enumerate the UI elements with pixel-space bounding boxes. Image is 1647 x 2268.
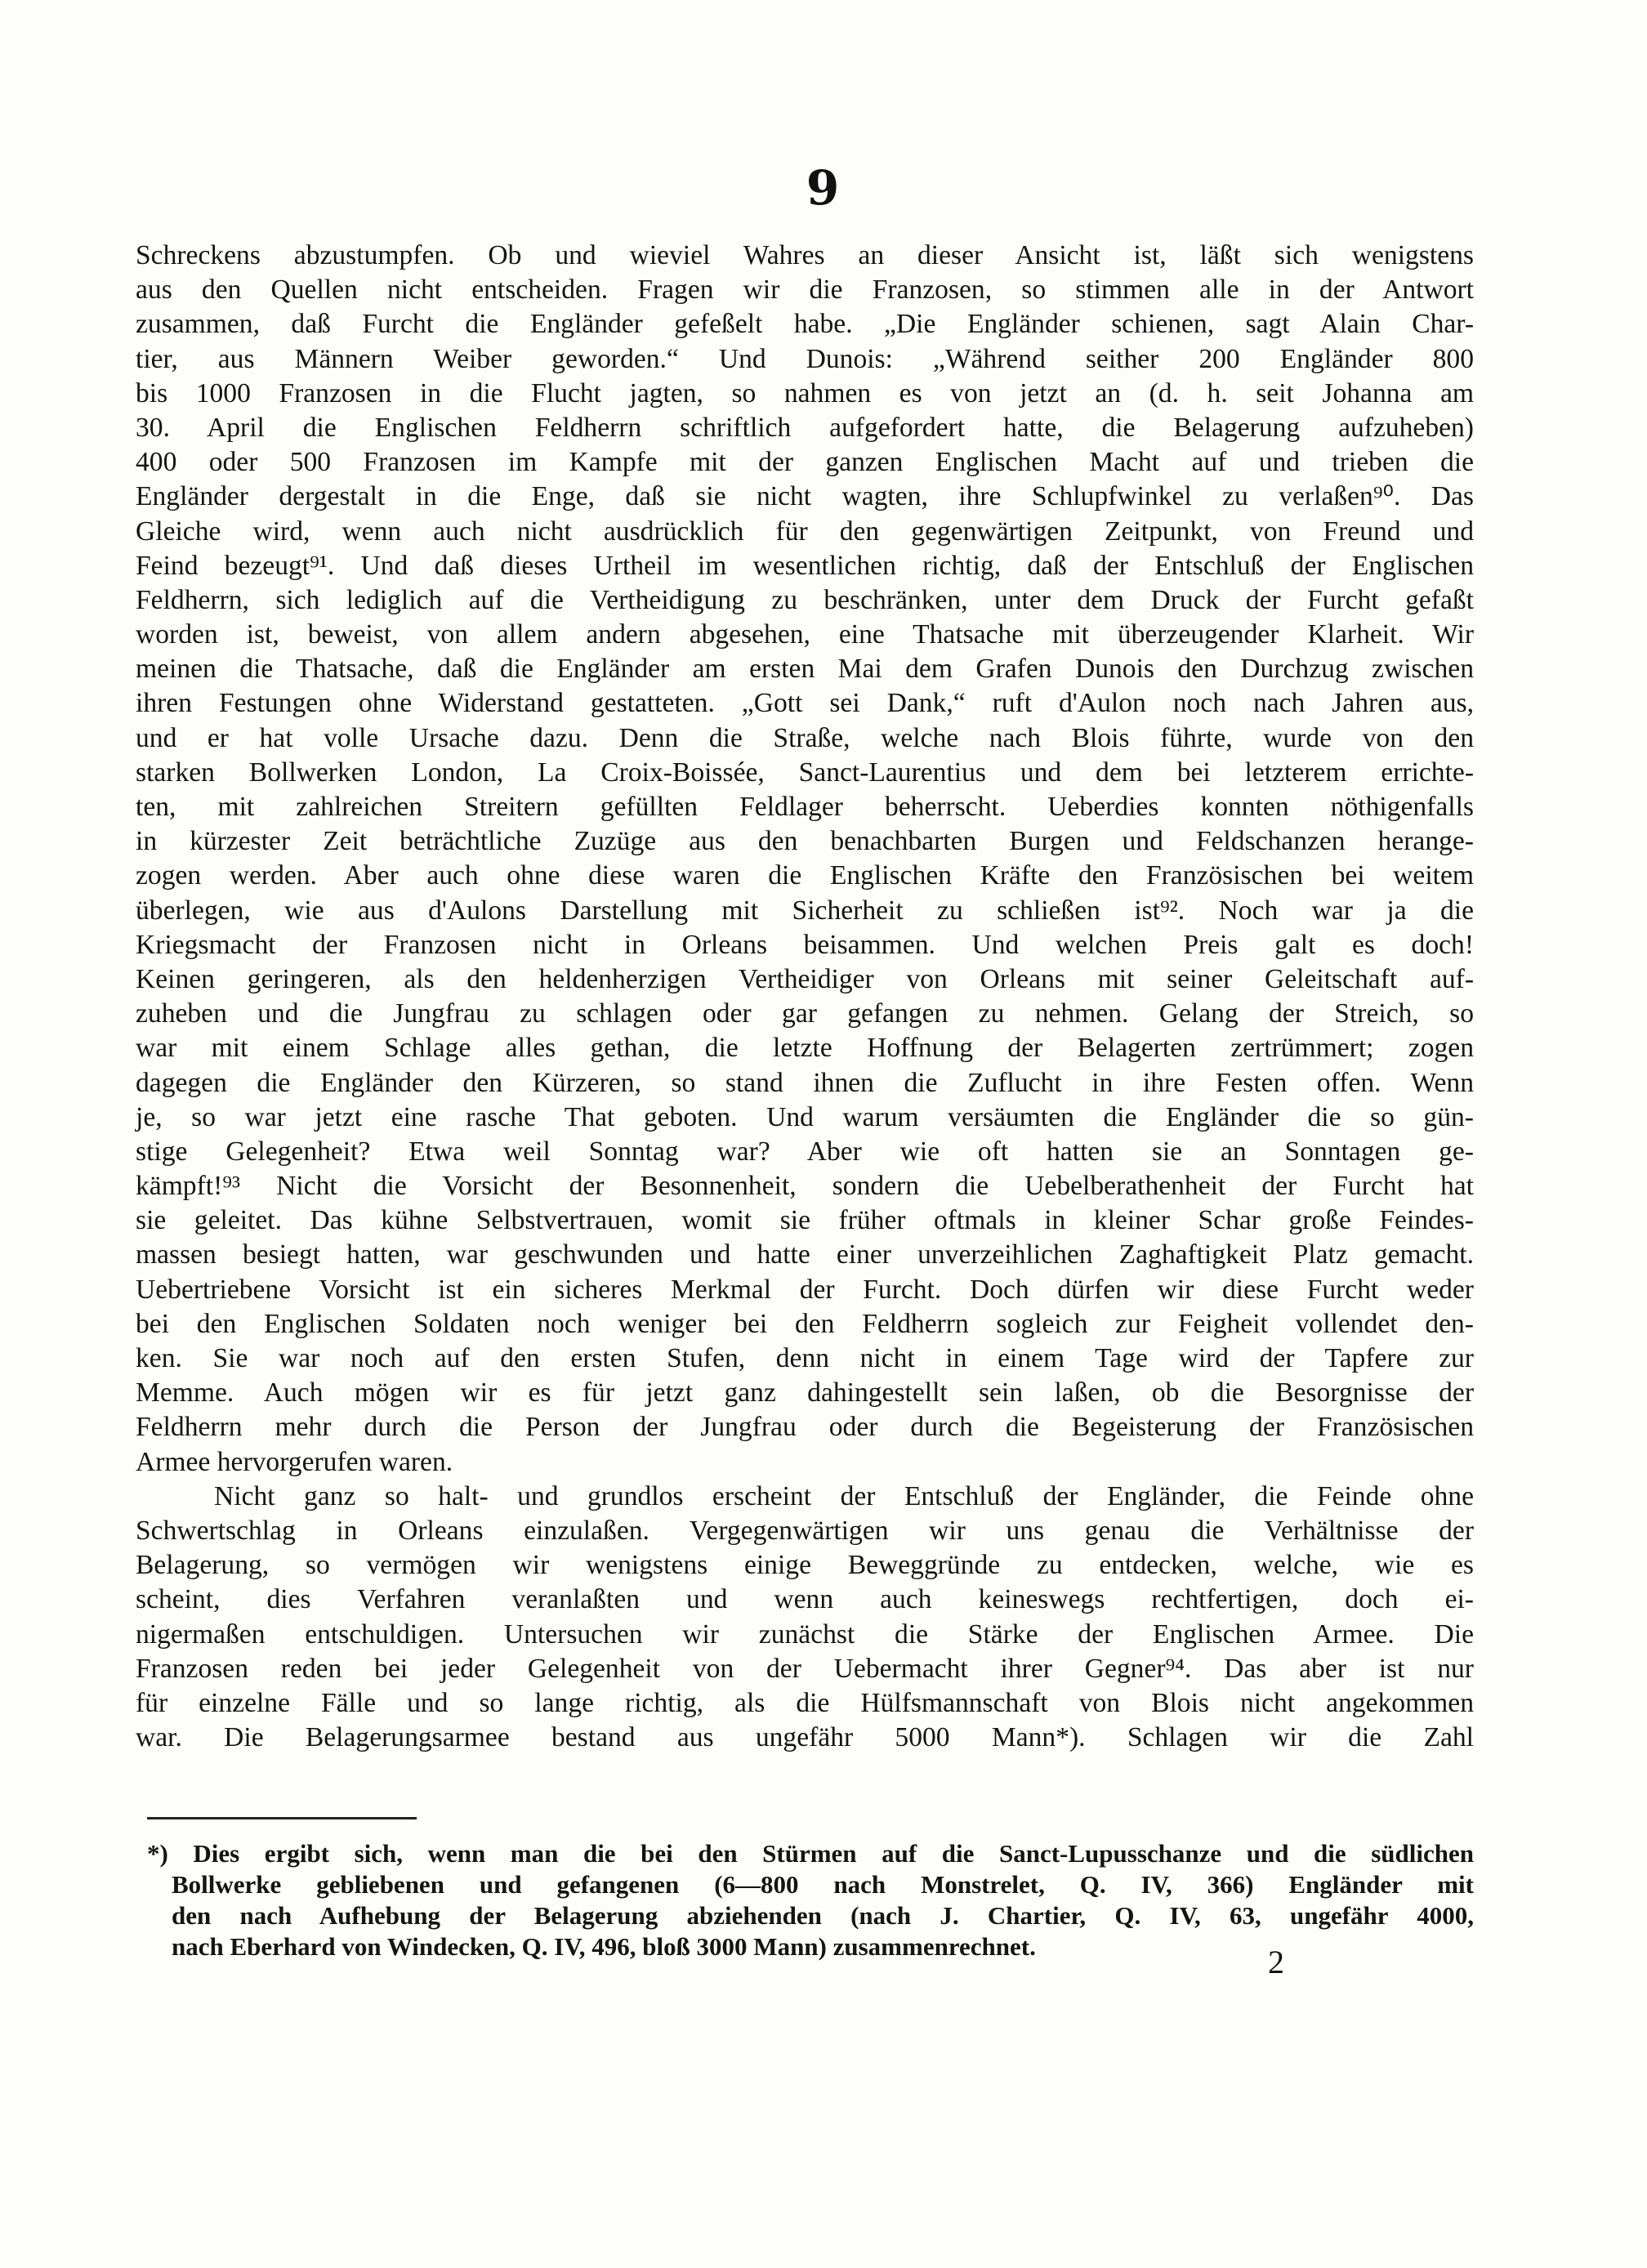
- footnote-line: *) Dies ergibt sich, wenn man die bei den Stürmen auf die Sanct-Lupusschanze und die südlichen: [147, 1839, 1474, 1868]
- text-line: worden ist, beweist, von allem andern abgesehen, eine Thatsache mit überzeugender Klarheit. Wir: [136, 619, 1474, 650]
- text-line: Gleiche wird, wenn auch nicht ausdrücklich für den gegenwärtigen Zeitpunkt, von Freund und: [136, 516, 1474, 547]
- signature-mark: 2: [1268, 1944, 1284, 1980]
- text-line: Memme. Auch mögen wir es für jetzt ganz dahingestellt sein laßen, ob die Besorgnisse der: [136, 1377, 1474, 1409]
- text-line: aus den Quellen nicht entscheiden. Fragen wir die Franzosen, so stimmen alle in der Antwort: [136, 275, 1474, 306]
- footnote-line: nach Eberhard von Windecken, Q. IV, 496, bloß 3000 Mann) zusammenrechnet.: [172, 1932, 1036, 1961]
- text-line: ten, mit zahlreichen Streitern gefüllten Feldlager beherrscht. Ueberdies konnten nöthigenfalls: [136, 792, 1474, 822]
- main-text: [136, 239, 1474, 1755]
- text-line: für einzelne Fälle und so lange richtig, als die Hülfsmannschaft von Blois nicht angekommen: [136, 1687, 1474, 1718]
- text-line: meinen die Thatsache, daß die Engländer am ersten Mai dem Grafen Dunois den Durchzug zwischen: [136, 654, 1474, 685]
- text-line: zuheben und die Jungfrau zu schlagen oder gar gefangen zu nehmen. Gelang der Streich, so: [136, 998, 1474, 1029]
- text-line: kämpft!⁹³ Nicht die Vorsicht der Besonnenheit, sondern die Uebelberathenheit der Furcht hat: [136, 1171, 1474, 1202]
- page-number: 9: [806, 160, 841, 216]
- text-line: Belagerung, so vermögen wir wenigstens einige Beweggründe zu entdecken, welche, wie es: [136, 1550, 1474, 1581]
- text-line: Feind bezeugt⁹¹. Und daß dieses Urtheil im wesentlichen richtig, daß der Entschluß der Englischen: [136, 550, 1474, 581]
- text-line: Armee hervorgerufen waren.: [136, 1446, 453, 1477]
- text-line: Nicht ganz so halt- und grundlos erscheint der Entschluß der Engländer, die Feinde ohne: [214, 1480, 1474, 1511]
- text-line: zusammen, daß Furcht die Engländer gefeßelt habe. „Die Engländer schienen, sagt Alain Char-: [136, 309, 1474, 340]
- text-line: Feldherrn, sich lediglich auf die Vertheidigung zu beschränken, unter dem Druck der Furcht gefaßt: [136, 584, 1474, 615]
- text-line: 30. April die Englischen Feldherrn schriftlich aufgefordert hatte, die Belagerung aufzuheben): [136, 412, 1474, 443]
- text-line: starken Bollwerken London, La Croix-Boissée, Sanct-Laurentius und dem bei letzterem errichte-: [136, 757, 1474, 788]
- text-line: sie geleitet. Das kühne Selbstvertrauen, womit sie früher oftmals in kleiner Schar große Feindes-: [136, 1205, 1474, 1236]
- text-line: nigermaßen entschuldigen. Untersuchen wir zunächst die Stärke der Englischen Armee. Die: [136, 1618, 1474, 1650]
- text-line: war mit einem Schlage alles gethan, die letzte Hoffnung der Belagerten zertrümmert; zogen: [136, 1033, 1474, 1064]
- text-line: Feldherrn mehr durch die Person der Jungfrau oder durch die Begeisterung der Französischen: [136, 1412, 1474, 1443]
- text-line: in kürzester Zeit beträchtliche Zuzüge aus den benachbarten Burgen und Feldschanzen herange-: [136, 826, 1474, 857]
- text-line: Schreckens abzustumpfen. Ob und wieviel Wahres an dieser Ansicht ist, läßt sich wenigstens: [136, 240, 1474, 270]
- footnote-line: den nach Aufhebung der Belagerung abziehenden (nach J. Chartier, Q. IV, 63, ungefähr 4000,: [172, 1901, 1474, 1930]
- text-line: tier, aus Männern Weiber geworden.“ Und Dunois: „Während seither 200 Engländer 800: [136, 343, 1474, 374]
- text-line: Franzosen reden bei jeder Gelegenheit von der Uebermacht ihrer Gegner⁹⁴. Das aber ist nur: [136, 1653, 1474, 1684]
- text-line: Engländer dergestalt in die Enge, daß sie nicht wagten, ihre Schlupfwinkel zu verlaßen⁹⁰. Das: [136, 481, 1474, 512]
- text-line: ihren Festungen ohne Widerstand gestatteten. „Gott sei Dank,“ ruft d'Aulon noch nach Jahren aus,: [136, 688, 1474, 719]
- text-line: massen besiegt hatten, war geschwunden und hatte einer unverzeihlichen Zaghaftigkeit Platz gemacht.: [136, 1239, 1474, 1270]
- text-line: 400 oder 500 Franzosen im Kampfe mit der ganzen Englischen Macht auf und trieben die: [136, 447, 1474, 478]
- footnote-divider: [147, 1817, 417, 1819]
- text-line: überlegen, wie aus d'Aulons Darstellung mit Sicherheit zu schließen ist⁹². Noch war ja die: [136, 895, 1474, 926]
- text-line: dagegen die Engländer den Kürzeren, so stand ihnen die Zuflucht in ihre Festen offen. Wenn: [136, 1067, 1474, 1098]
- text-line: je, so war jetzt eine rasche That geboten. Und warum versäumten die Engländer die so gün-: [136, 1101, 1474, 1132]
- text-line: war. Die Belagerungsarmee bestand aus ungefähr 5000 Mann*). Schlagen wir die Zahl: [136, 1722, 1474, 1753]
- text-line: bei den Englischen Soldaten noch weniger bei den Feldherrn sogleich zur Feigheit vollendet den-: [136, 1308, 1474, 1339]
- text-line: zogen werden. Aber auch ohne diese waren die Englischen Kräfte den Französischen bei weitem: [136, 860, 1474, 891]
- text-line: Schwertschlag in Orleans einzulaßen. Vergegenwärtigen wir uns genau die Verhältnisse der: [136, 1515, 1474, 1546]
- text-line: Uebertriebene Vorsicht ist ein sicheres Merkmal der Furcht. Doch dürfen wir diese Furcht weder: [136, 1274, 1474, 1305]
- text-line: stige Gelegenheit? Etwa weil Sonntag war? Aber wie oft hatten sie an Sonntagen ge-: [136, 1136, 1474, 1167]
- text-line: bis 1000 Franzosen in die Flucht jagten, so nahmen es von jetzt an (d. h. seit Johanna am: [136, 377, 1474, 409]
- text-line: scheint, dies Verfahren veranlaßten und wenn auch keineswegs rechtfertigen, doch ei-: [136, 1584, 1474, 1615]
- footnote-line: Bollwerke gebliebenen und gefangenen (6—800 nach Monstrelet, Q. IV, 366) Engländer mit: [172, 1870, 1474, 1899]
- text-line: Keinen geringeren, als den heldenherzigen Vertheidiger von Orleans mit seiner Geleitschaft auf-: [136, 963, 1474, 994]
- text-line: Kriegsmacht der Franzosen nicht in Orleans beisammen. Und welchen Preis galt es doch!: [136, 929, 1474, 960]
- text-line: ken. Sie war noch auf den ersten Stufen, denn nicht in einem Tage wird der Tapfere zur: [136, 1343, 1474, 1373]
- text-line: und er hat volle Ursache dazu. Denn die Straße, welche nach Blois führte, wurde von den: [136, 722, 1474, 753]
